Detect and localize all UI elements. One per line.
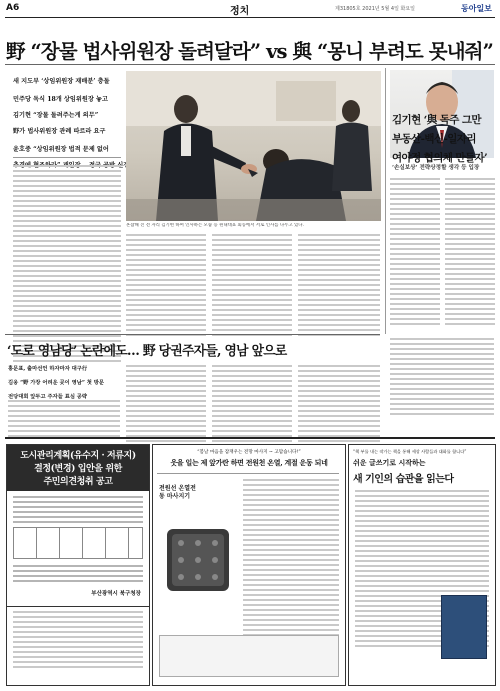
right-feature-subhead: ‘손실보상’ 전략상정할 생각 등 입장	[392, 165, 480, 171]
center-ad-order-box	[159, 635, 339, 677]
right-feature-body-1	[390, 178, 440, 328]
left-ad-banner	[7, 445, 149, 491]
masthead-rule	[5, 17, 495, 18]
deck-line-1: 새 지도부 ‘상임위원장 재배분’ 충돌	[13, 78, 110, 85]
second-story-rule	[5, 334, 380, 335]
right-ad-top-line: “책 부를 내는 작가는 책을 통해 세상 사람들과 대화를 합니다”	[353, 449, 467, 454]
ad-section-rule	[5, 437, 495, 439]
right-headline-line-3: 여야정 협의체 만들자’	[392, 152, 488, 164]
center-ad	[152, 444, 346, 686]
right-ad-headline-1: 쉬운 글쓰기로 시작하는	[353, 458, 426, 467]
right-headline-line-2: 부동산-백신-일자리	[392, 133, 476, 145]
center-ad-product: 전원선 온열전동 마사지기	[159, 485, 196, 500]
right-ad-headline-2: 새 기인의 습관을 읽는다	[353, 474, 454, 485]
lead-photo	[126, 71, 381, 221]
issue-info: 제31805호 2021년 5월 4일 화요일	[335, 6, 415, 12]
headline-rule	[5, 64, 495, 65]
deck-line-5: 윤호중 “상임위원장 법적 문제 없어	[13, 146, 109, 153]
second-deck-line-3: 전당대회 앞두고 주자들 표심 공략	[8, 394, 88, 400]
left-ad-title-1: 도시관리계획(유수지 · 저류지)	[20, 451, 136, 461]
second-story-headline: ‘도로 영남당’ 논란에도… 野 당권주자들, 영남 앞으로	[7, 344, 287, 359]
left-ad-title-3: 주민의견청취 공고	[43, 477, 113, 487]
lead-body-left	[13, 165, 121, 365]
lead-body-col-3	[212, 234, 292, 339]
paper-name: 동아일보	[461, 3, 492, 13]
left-ad-body-2	[7, 563, 149, 582]
left-ad-table	[13, 527, 143, 559]
right-headline-line-1: 김기현 ‘與 독주 그만	[392, 114, 481, 126]
deck-divider	[13, 157, 121, 158]
section-name: 정치	[230, 6, 250, 17]
right-column-divider	[385, 68, 386, 334]
left-ad-footer: 부산광역시 북구청장	[91, 591, 141, 597]
left-ad-lower-box	[7, 606, 149, 685]
left-ad	[6, 444, 150, 686]
second-body-col-1	[8, 400, 120, 440]
left-ad-title-2: 결정(변경) 입안을 위한	[34, 464, 122, 474]
second-body-col-3	[212, 365, 292, 445]
lead-body-col-2	[126, 234, 206, 339]
second-story-deck	[8, 364, 118, 400]
lead-headline: 野 “장물 법사위원장 돌려달라” vs 與 “몽니 부려도 못내줘”	[6, 40, 493, 63]
right-feature-headline	[392, 112, 496, 165]
center-ad-kicker: “봄날 마음을 잠재우는 전망 마사지 ~ 고맙습니다!”	[197, 450, 301, 455]
second-deck-line-2: 김웅 “野 가장 어려운 곳이 영남” 첫 방문	[8, 380, 104, 386]
left-ad-body	[7, 491, 149, 523]
right-lower-body	[390, 338, 494, 418]
second-body-col-2	[126, 365, 206, 445]
page-number: A6	[6, 3, 20, 13]
lead-photo-illustration	[126, 71, 381, 221]
right-ad	[348, 444, 496, 686]
deck-line-4: 野가 법사위원장 관례 따르라 요구	[13, 128, 106, 135]
deck-line-3: 김기현 “장물 돌려주는게 의무”	[13, 112, 99, 119]
deck-line-2: 민주당 독식 18개 상임위원장 놓고	[13, 96, 108, 103]
center-ad-headline: 웃을 일는 제 앞가란 하면 전원천 온열, 계절 운동 되네	[170, 458, 328, 467]
lead-deck	[13, 76, 119, 169]
right-feature-body-2	[445, 178, 495, 328]
second-deck-line-1: 홍문표, 출마선언 하자마자 대구行	[8, 366, 88, 372]
lead-body-col-4	[298, 234, 380, 339]
lead-photo-caption: 혼잡해 진 전 자리 김기현 하며 인사하는 모습 등 원내대표 회동에서 서로 인사를 나누고 있다.	[126, 223, 304, 228]
massager-mat-image	[163, 525, 233, 595]
second-body-col-4	[298, 365, 380, 445]
right-ad-book-cover	[441, 595, 487, 659]
